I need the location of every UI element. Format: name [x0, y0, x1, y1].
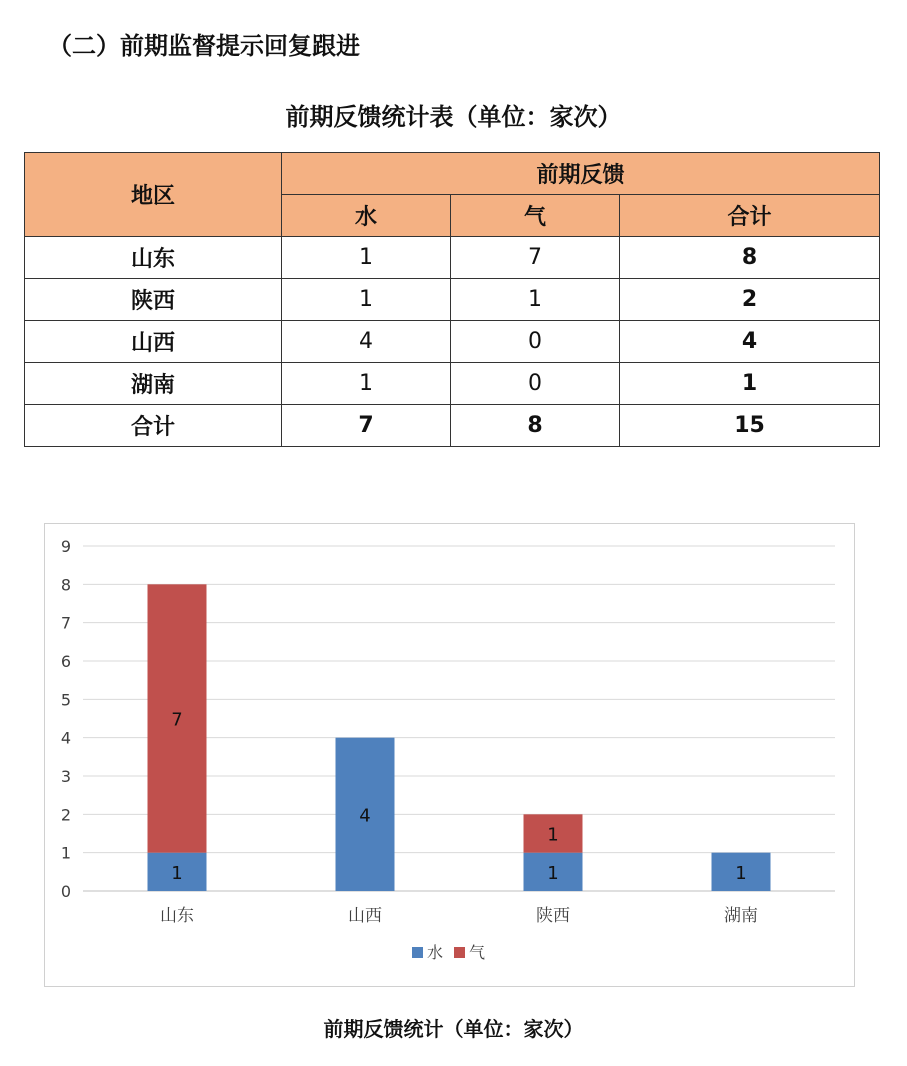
table-row — [25, 321, 880, 363]
x-tick-label: 湖南 — [724, 906, 758, 926]
y-tick-label: 7 — [60, 613, 71, 633]
y-tick-label: 5 — [60, 690, 71, 710]
header-total: 合计 — [620, 195, 880, 237]
y-tick-label: 1 — [60, 843, 71, 863]
y-tick-label: 3 — [60, 767, 71, 786]
table-row — [25, 363, 880, 405]
header-region: 地区 — [25, 153, 282, 237]
x-tick-label: 山东 — [160, 906, 194, 926]
y-tick-label: 2 — [60, 805, 71, 825]
cell-gas: 7 — [451, 237, 620, 279]
data-label: 1 — [547, 824, 559, 846]
cell-water: 1 — [282, 363, 451, 405]
data-label: 4 — [359, 805, 371, 827]
data-label: 1 — [735, 862, 747, 884]
y-tick-label: 6 — [60, 652, 71, 671]
y-tick-label: 8 — [60, 575, 71, 595]
cell-gas: 0 — [451, 321, 620, 363]
legend-label: 气 — [469, 943, 486, 962]
data-label: 1 — [547, 862, 559, 884]
chart-container — [44, 523, 855, 987]
legend-label: 水 — [427, 943, 444, 962]
stacked-bar-chart — [45, 524, 853, 985]
cell-gas: 1 — [451, 279, 620, 321]
y-tick-label: 0 — [60, 882, 71, 901]
cell-water: 4 — [282, 321, 451, 363]
data-label: 1 — [171, 862, 183, 884]
chart-caption: 前期反馈统计（单位：家次） — [323, 1017, 584, 1041]
data-label: 7 — [171, 709, 183, 731]
cell-region: 陕西 — [25, 279, 282, 321]
x-tick-label: 陕西 — [536, 906, 570, 926]
y-tick-label: 9 — [60, 537, 71, 556]
y-tick-label: 4 — [60, 728, 71, 748]
cell-region: 山西 — [25, 321, 282, 363]
table-row — [25, 279, 880, 321]
x-tick-label: 山西 — [348, 906, 382, 926]
header-gas: 气 — [451, 195, 620, 237]
table-title: 前期反馈统计表（单位：家次） — [285, 103, 622, 131]
table-row — [25, 237, 880, 279]
cell-total: 8 — [620, 237, 880, 279]
header-water: 水 — [282, 195, 451, 237]
cell-total: 2 — [620, 279, 880, 321]
section-title: （二）前期监督提示回复跟进 — [48, 32, 360, 60]
legend-swatch — [454, 947, 465, 958]
cell-total: 1 — [620, 363, 880, 405]
cell-region: 山东 — [25, 237, 282, 279]
cell-region: 湖南 — [25, 363, 282, 405]
cell-region: 合计 — [25, 405, 282, 447]
cell-water: 1 — [282, 279, 451, 321]
cell-gas: 0 — [451, 363, 620, 405]
cell-gas: 8 — [451, 405, 620, 447]
cell-total: 15 — [620, 405, 880, 447]
table-row-total — [25, 405, 880, 447]
legend-swatch — [412, 947, 423, 958]
cell-water: 7 — [282, 405, 451, 447]
header-group: 前期反馈 — [282, 153, 880, 195]
feedback-table — [24, 152, 880, 447]
cell-water: 1 — [282, 237, 451, 279]
cell-total: 4 — [620, 321, 880, 363]
